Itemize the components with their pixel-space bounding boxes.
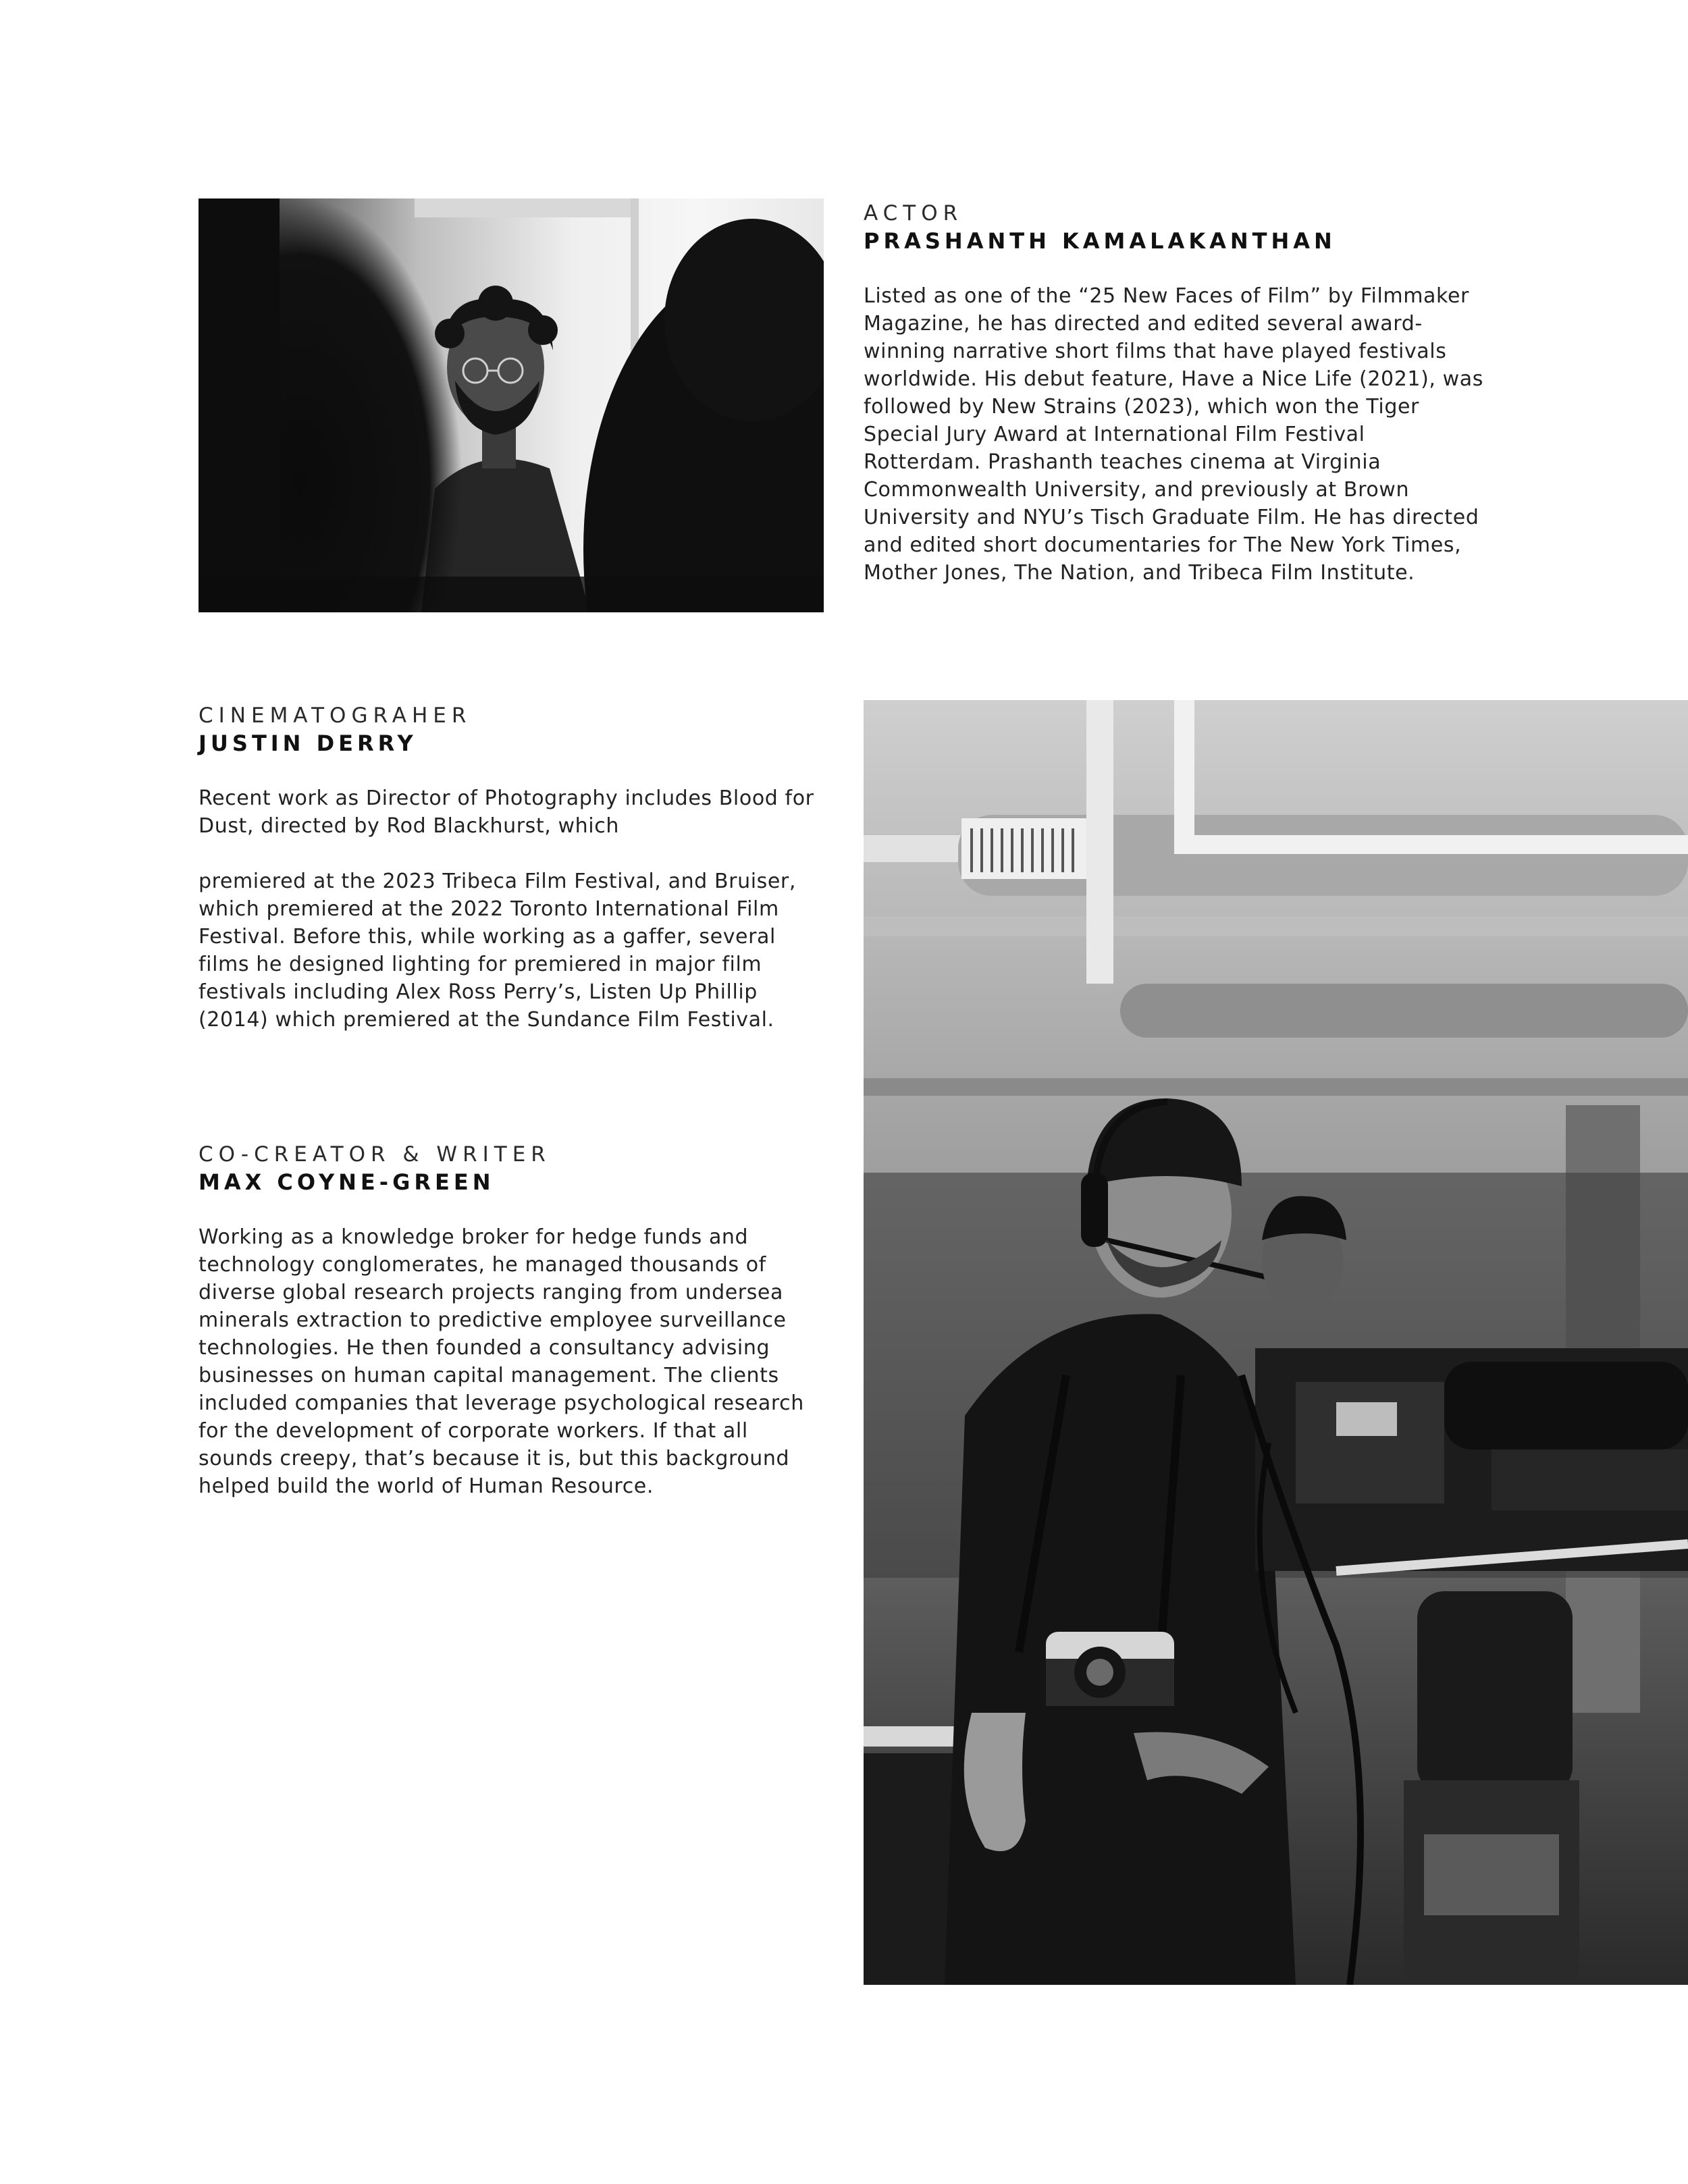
actor-bio xyxy=(864,200,1485,587)
cinematographer-role: CINEMATOGRAHER xyxy=(199,703,472,728)
writer-name: MAX COYNE-GREEN xyxy=(199,1169,495,1195)
writer-bio xyxy=(199,1141,820,1500)
cinematographer-bio-text-1: Recent work as Director of Photography includes Blood for Dust, directed by Rod Blackhurst, which xyxy=(199,787,814,838)
actor-photo xyxy=(199,198,824,612)
crew-photo-illustration xyxy=(864,700,1688,1985)
writer-bio-text: Working as a knowledge broker for hedge funds and technology conglomerates, he managed thousands of diverse global research projects ranging from undersea minerals extraction to predictive employee surveillance technologies. He then founded a consultancy advising businesses on human capital management. The clients included companies that leverage psychological research for the development of corporate workers. If that all sounds creepy, that’s because it is, but this background helped build the world of Human Resource. xyxy=(199,1225,804,1498)
cinematographer-bio xyxy=(199,702,820,1034)
actor-name: PRASHANTH KAMALAKANTHAN xyxy=(864,228,1336,254)
cinematographer-bio-text-2: premiered at the 2023 Tribeca Film Festival, and Bruiser, which premiered at the 2022 Toronto International Film Festival. Before this, while working as a gaffer, several films he designed lighting for premiered in major film festivals including Alex Ross Perry’s, Listen Up Phillip (2014) which premiered at the Sundance Film Festival. xyxy=(199,870,796,1032)
crew-photo xyxy=(864,700,1688,1985)
actor-role: ACTOR xyxy=(864,201,964,225)
actor-photo-illustration xyxy=(199,198,824,612)
actor-bio-text: Listed as one of the “25 New Faces of Film” by Filmmaker Magazine, he has directed and edited several award-winning narrative short films that have played festivals worldwide. His debut feature, Have a Nice Life (2021), was followed by New Strains (2023), which won the Tiger Special Jury Award at International Film Festival Rotterdam. Prashanth teaches cinema at Virginia Commonwealth University, and previously at Brown University and NYU’s Tisch Graduate Film. He has directed and edited short documentaries for The New York Times, Mother Jones, The Nation, and Tribeca Film Institute. xyxy=(864,284,1483,585)
cinematographer-name: JUSTIN DERRY xyxy=(199,730,417,756)
writer-role: CO-CREATOR & WRITER xyxy=(199,1142,551,1167)
